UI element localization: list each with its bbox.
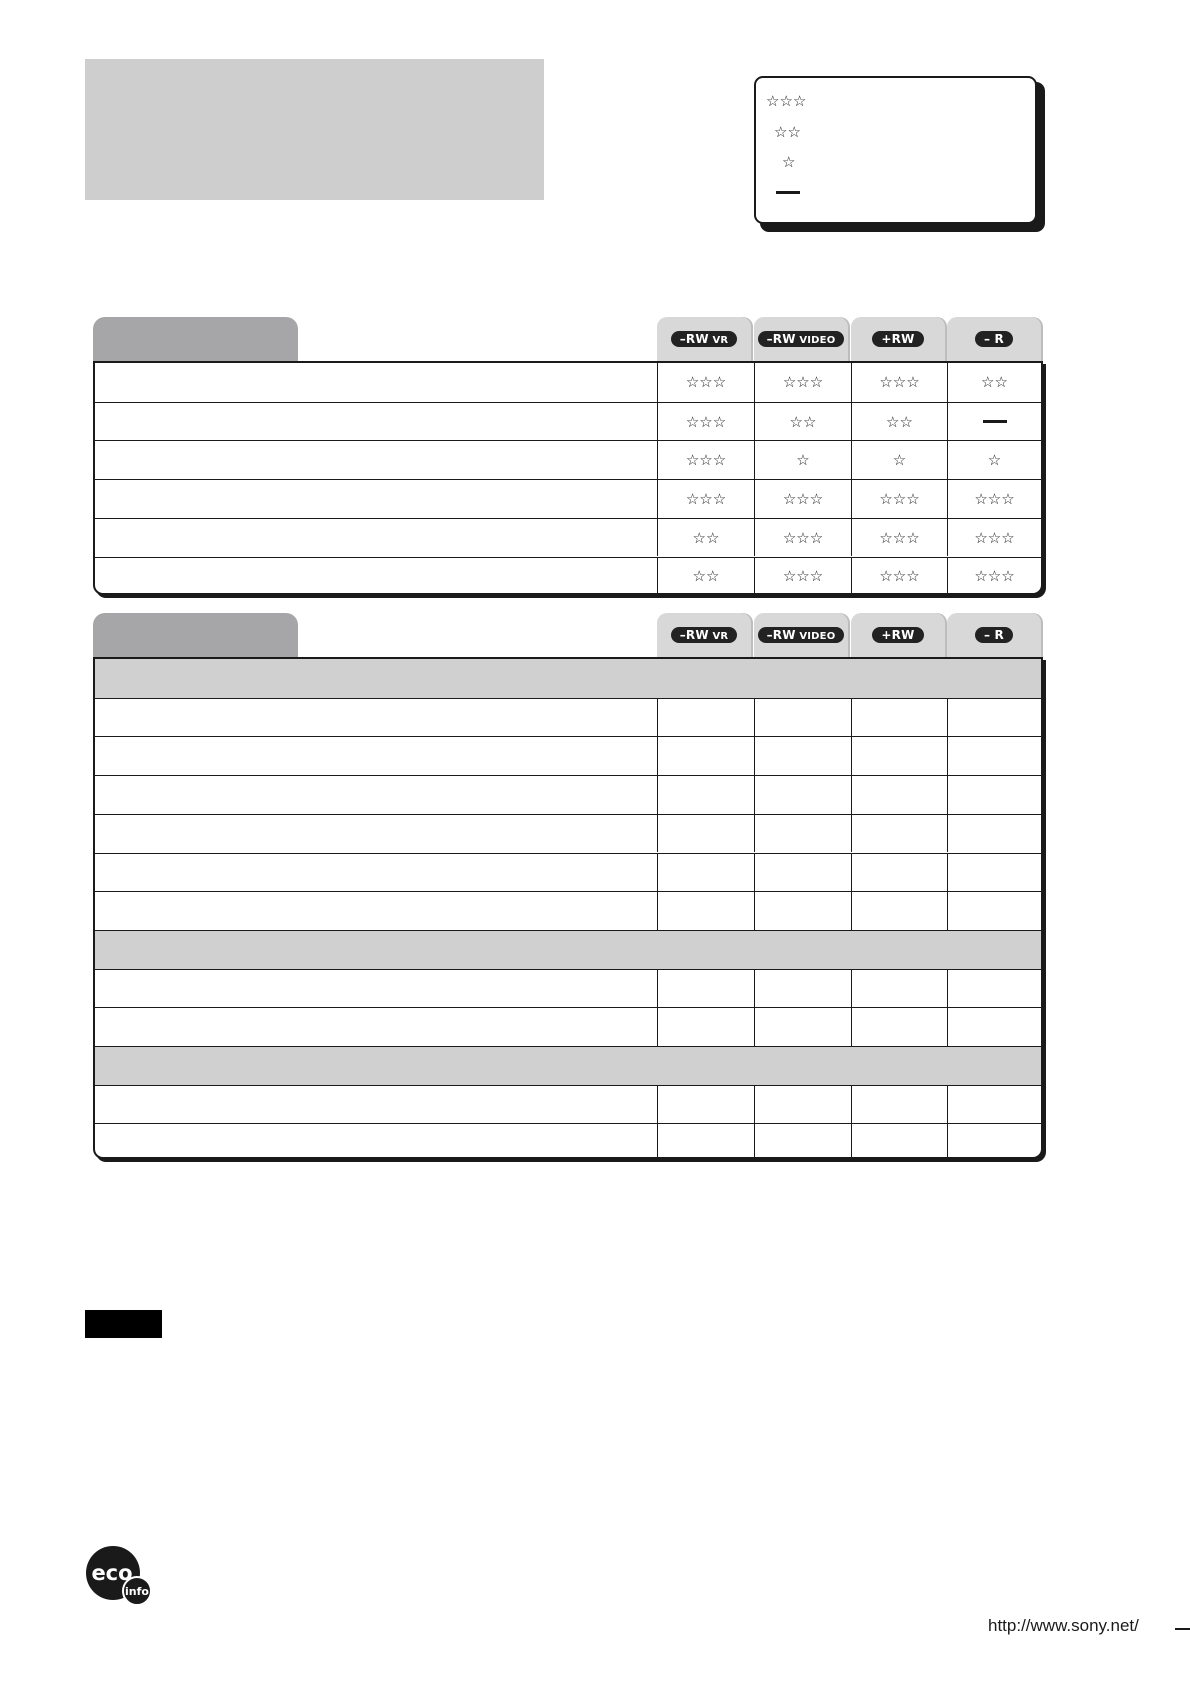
- legend-row-three-stars: [766, 89, 806, 113]
- star-rating-icon: ☆☆☆: [879, 528, 920, 547]
- rating-cell: [754, 403, 851, 441]
- table-row: [95, 1085, 1041, 1124]
- star-rating-icon: ☆☆☆: [974, 528, 1015, 547]
- rating-cell: [947, 403, 1041, 441]
- col-header-minus-r: [947, 317, 1041, 361]
- rating-cell: [754, 776, 851, 814]
- format-pill: – R: [975, 627, 1013, 643]
- rating-cell: [947, 854, 1041, 892]
- table-row: [95, 814, 1041, 853]
- rating-cell: [851, 854, 947, 892]
- rating-cell: [657, 558, 754, 596]
- rating-cell: [947, 815, 1041, 853]
- legend-row-two-stars: [774, 120, 801, 144]
- col-header-rw-vr: [657, 317, 751, 361]
- rating-cell: [657, 363, 754, 402]
- table-1: [93, 317, 1043, 597]
- dash-icon: [776, 191, 800, 194]
- star-rating-icon: ☆☆☆: [782, 567, 824, 586]
- table-2-body: [93, 657, 1043, 1159]
- table-row: [95, 736, 1041, 775]
- rating-cell: [851, 892, 947, 930]
- rating-cell: [851, 815, 947, 853]
- rating-cell: [657, 699, 754, 737]
- table-row: [95, 518, 1041, 557]
- page-marker: [1175, 1628, 1190, 1630]
- table-1-body: [93, 361, 1043, 595]
- format-pill: –RW VR: [671, 627, 738, 643]
- rating-cell: [947, 441, 1041, 479]
- star-rating-icon: ☆☆☆: [685, 489, 727, 508]
- table-1-tab: [93, 317, 298, 361]
- rating-cell: [851, 970, 947, 1008]
- rating-cell: [851, 1008, 947, 1046]
- section-header-row: [95, 1046, 1041, 1085]
- rating-cell: [657, 892, 754, 930]
- col-header-rw-video: [754, 613, 848, 657]
- rating-cell: [947, 1008, 1041, 1046]
- rating-cell: [754, 737, 851, 775]
- rating-cell: [657, 737, 754, 775]
- format-pill: –RW VR: [671, 331, 738, 347]
- rating-cell: [851, 363, 947, 402]
- table-row: [95, 891, 1041, 930]
- format-pill: +RW: [872, 331, 923, 347]
- rating-cell: [754, 892, 851, 930]
- rating-cell: [754, 854, 851, 892]
- rating-cell: [657, 480, 754, 518]
- table-row: [95, 363, 1041, 402]
- star-rating-icon: ☆: [892, 451, 907, 470]
- legend-row-dash: [776, 180, 800, 204]
- rating-cell: [851, 558, 947, 596]
- table-row: [95, 969, 1041, 1008]
- one-star-icon: ☆: [782, 153, 796, 171]
- star-rating-icon: ☆: [987, 451, 1002, 470]
- rating-cell: [754, 1124, 851, 1162]
- star-rating-icon: ☆☆☆: [974, 489, 1015, 508]
- table-row: [95, 557, 1041, 596]
- rating-cell: [754, 558, 851, 596]
- rating-cell: [851, 519, 947, 557]
- table-row: [95, 402, 1041, 441]
- star-rating-icon: ☆☆☆: [879, 567, 920, 586]
- rating-cell: [754, 519, 851, 557]
- rating-cell: [754, 815, 851, 853]
- star-rating-icon: ☆☆: [886, 412, 913, 431]
- rating-cell: [851, 1086, 947, 1124]
- note-label-block: [85, 1310, 162, 1338]
- website-url[interactable]: http://www.sony.net/: [988, 1616, 1139, 1635]
- star-rating-icon: ☆☆☆: [879, 489, 920, 508]
- svg-text:eco: eco: [91, 1561, 133, 1585]
- star-rating-icon: ☆☆: [692, 567, 720, 586]
- eco-info-logo: [85, 1545, 151, 1609]
- rating-cell: [947, 480, 1041, 518]
- rating-cell: [851, 441, 947, 479]
- star-rating-icon: ☆: [796, 451, 810, 470]
- col-header-plus-rw: [851, 613, 945, 657]
- col-header-rw-vr: [657, 613, 751, 657]
- format-pill: +RW: [872, 627, 923, 643]
- rating-cell: [851, 776, 947, 814]
- rating-cell: [851, 480, 947, 518]
- rating-cell: [657, 970, 754, 1008]
- rating-cell: [947, 970, 1041, 1008]
- rating-cell: [657, 815, 754, 853]
- svg-text:info: info: [125, 1585, 149, 1598]
- rating-cell: [657, 441, 754, 479]
- rating-legend: [754, 76, 1037, 224]
- rating-cell: [947, 363, 1041, 402]
- rating-cell: [947, 558, 1041, 596]
- star-rating-icon: ☆☆☆: [782, 528, 824, 547]
- dash-icon: [983, 420, 1007, 423]
- format-pill: – R: [975, 331, 1013, 347]
- rating-cell: [851, 737, 947, 775]
- legend-row-one-star: [782, 150, 795, 174]
- table-2: [93, 613, 1043, 1161]
- rating-cell: [851, 1124, 947, 1162]
- rating-cell: [754, 363, 851, 402]
- rating-cell: [754, 970, 851, 1008]
- table-row: [95, 698, 1041, 737]
- star-rating-icon: ☆☆: [789, 412, 817, 431]
- section-header-row: [95, 930, 1041, 969]
- rating-cell: [947, 776, 1041, 814]
- star-rating-icon: ☆☆☆: [974, 567, 1015, 586]
- rating-cell: [657, 519, 754, 557]
- rating-cell: [657, 776, 754, 814]
- col-header-rw-video: [754, 317, 848, 361]
- table-2-tab: [93, 613, 298, 657]
- two-star-icon: ☆☆: [774, 123, 801, 141]
- rating-cell: [851, 403, 947, 441]
- star-rating-icon: ☆☆☆: [879, 373, 920, 392]
- star-rating-icon: ☆☆☆: [685, 373, 727, 392]
- star-rating-icon: ☆☆: [981, 373, 1008, 392]
- rating-cell: [657, 1008, 754, 1046]
- star-rating-icon: ☆☆☆: [782, 373, 824, 392]
- three-star-icon: ☆☆☆: [766, 92, 807, 110]
- star-rating-icon: ☆☆☆: [685, 451, 727, 470]
- rating-cell: [947, 892, 1041, 930]
- table-row: [95, 1007, 1041, 1046]
- rating-cell: [754, 699, 851, 737]
- title-box: [85, 59, 544, 200]
- rating-cell: [754, 480, 851, 518]
- col-header-plus-rw: [851, 317, 945, 361]
- table-row: [95, 853, 1041, 892]
- section-header-row: [95, 659, 1041, 698]
- table-row: [95, 440, 1041, 479]
- rating-cell: [657, 854, 754, 892]
- rating-cell: [947, 1124, 1041, 1162]
- rating-cell: [657, 1086, 754, 1124]
- rating-cell: [754, 1008, 851, 1046]
- rating-cell: [754, 441, 851, 479]
- rating-cell: [657, 1124, 754, 1162]
- col-header-minus-r: [947, 613, 1041, 657]
- format-pill: –RW VIDEO: [758, 331, 845, 347]
- rating-cell: [947, 699, 1041, 737]
- table-row: [95, 1123, 1041, 1162]
- rating-cell: [657, 403, 754, 441]
- rating-cell: [851, 699, 947, 737]
- star-rating-icon: ☆☆☆: [782, 489, 824, 508]
- format-pill: –RW VIDEO: [758, 627, 845, 643]
- rating-cell: [754, 1086, 851, 1124]
- star-rating-icon: ☆☆: [692, 528, 720, 547]
- table-row: [95, 479, 1041, 518]
- star-rating-icon: ☆☆☆: [685, 412, 727, 431]
- rating-cell: [947, 519, 1041, 557]
- rating-cell: [947, 737, 1041, 775]
- table-row: [95, 775, 1041, 814]
- rating-cell: [947, 1086, 1041, 1124]
